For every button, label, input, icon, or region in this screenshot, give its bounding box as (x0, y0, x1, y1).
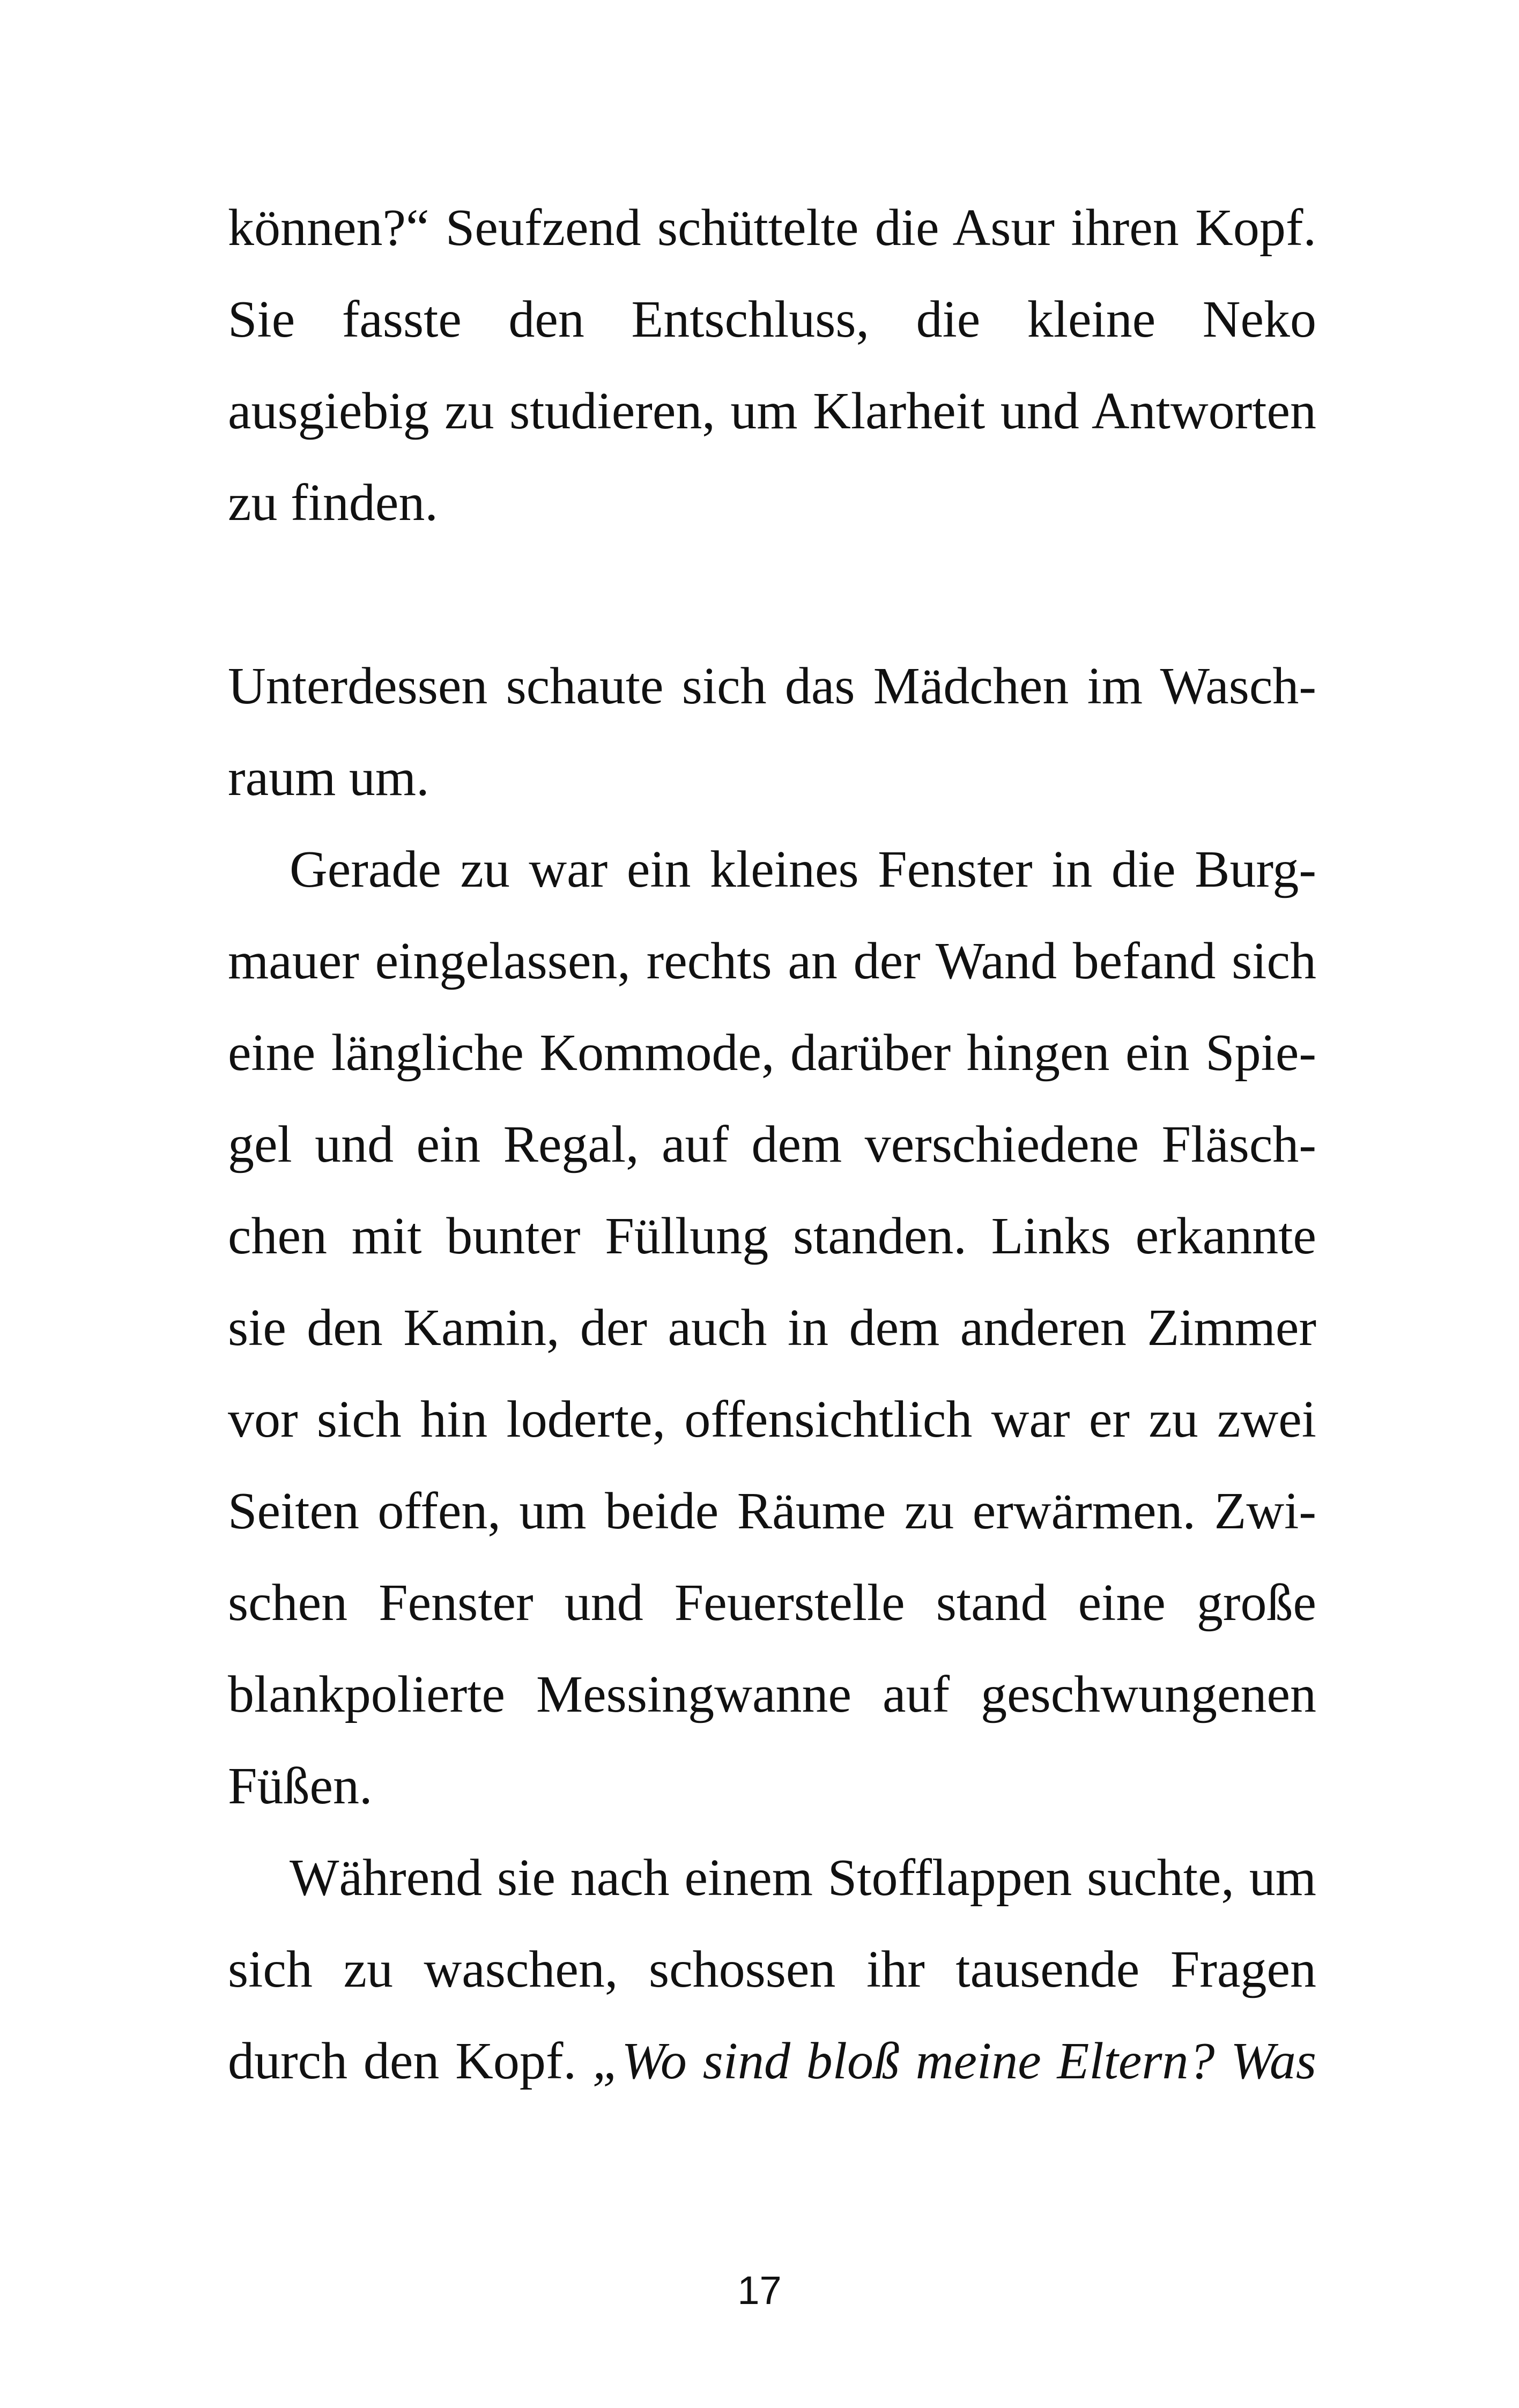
text-line: ausgiebig zu studieren, um Klarheit und Antworten (228, 382, 1316, 440)
text-line: Während sie nach einem Stofflappen suchte, um (290, 1849, 1316, 1907)
text-line: Seiten offen, um beide Räume zu erwärmen. Zwi- (228, 1482, 1316, 1540)
text-plain: durch den Kopf. (228, 2032, 592, 2090)
text-line: eine längliche Kommode, darüber hingen ein Spie- (228, 1024, 1316, 1082)
text-line: vor sich hin loderte, offensichtlich war er zu zwei (228, 1391, 1316, 1448)
text-line: mauer eingelassen, rechts an der Wand befand sich (228, 932, 1316, 990)
text-line: Unterdessen schaute sich das Mädchen im Wasch- (228, 657, 1316, 715)
text-line: schen Fenster und Feuerstelle stand eine große (228, 1574, 1316, 1632)
text-line: Füßen. (228, 1757, 373, 1815)
text-line: Sie fasste den Entschluss, die kleine Neko (228, 291, 1316, 348)
paragraph-gap (228, 549, 1316, 641)
text-line: können?“ Seufzend schüttelte die Asur ihren Kopf. (228, 199, 1316, 257)
text-italic-quote: „Wo sind bloß meine Eltern? Was (592, 2032, 1316, 2090)
text-line: blankpolierte Messingwanne auf geschwungenen (228, 1666, 1316, 1723)
text-line: raum um. (228, 749, 429, 807)
text-line: chen mit bunter Füllung standen. Links erkannte (228, 1207, 1316, 1265)
text-line: sich zu waschen, schossen ihr tausende Fragen (228, 1941, 1316, 1998)
text-line-last (228, 2016, 1316, 2107)
body-text (228, 182, 1316, 2107)
page-number: 17 (737, 2268, 782, 2313)
text-line: sie den Kamin, der auch in dem anderen Zimmer (228, 1299, 1316, 1357)
text-line: Gerade zu war ein kleines Fenster in die Burg- (290, 841, 1316, 898)
text-line: zu finden. (228, 474, 438, 532)
text-line: gel und ein Regal, auf dem verschiedene Fläsch- (228, 1116, 1316, 1173)
